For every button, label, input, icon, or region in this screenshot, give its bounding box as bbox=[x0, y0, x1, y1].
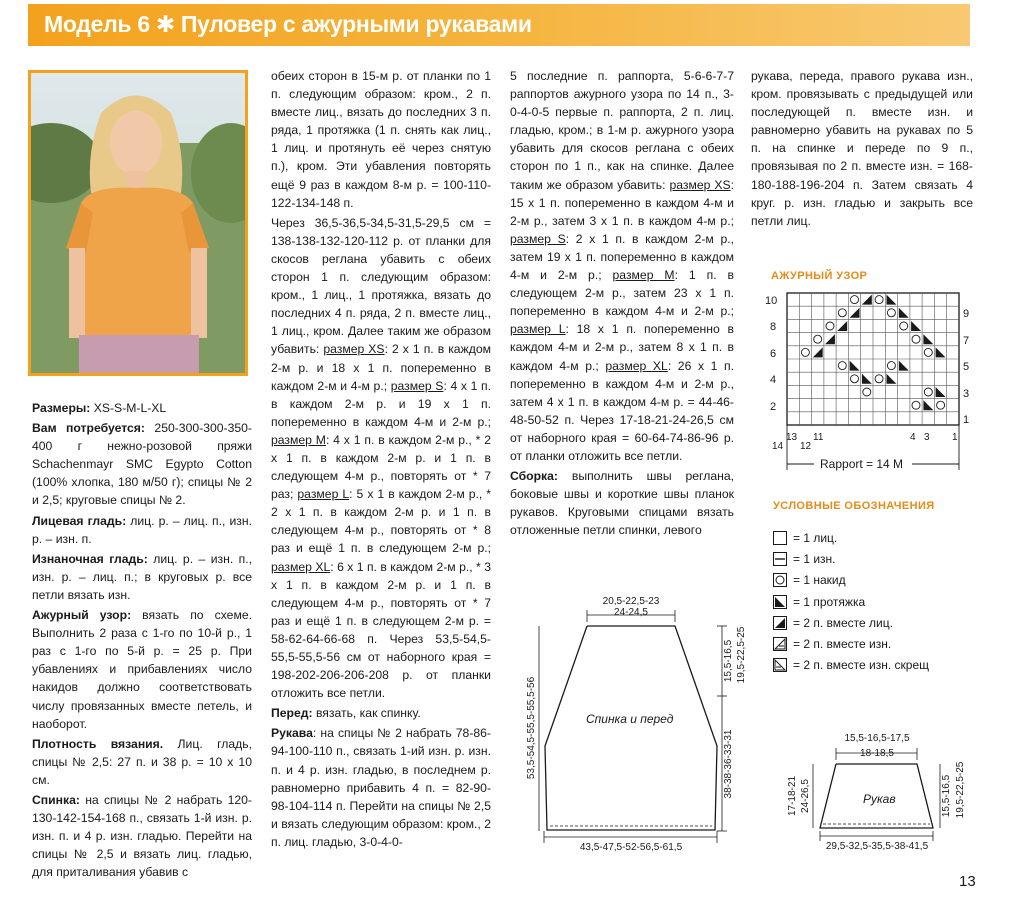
body-right-height-mid: 38-38-36-33-31 bbox=[723, 729, 734, 799]
body-right-height-top: 15,5-16,5 bbox=[723, 639, 734, 683]
text-column-3 bbox=[510, 67, 734, 539]
legend-item: = 1 лиц. bbox=[773, 527, 929, 548]
svg-text:4: 4 bbox=[910, 432, 916, 443]
materials-paragraph: Вам потребуется: 250-300-300-350-400 г нежно-розовой пряжи Schachenmayr SMC Egypto Cotton (100% хлопка, 180 м/50 г); спицы № 2 и 2,5; круговые спицы № 2. bbox=[32, 421, 252, 508]
svg-text:14: 14 bbox=[772, 441, 784, 452]
rapport-label: Rapport = 14 M bbox=[820, 457, 904, 471]
chart-row-numbers-right bbox=[963, 308, 969, 426]
body-label: Спинка и перед bbox=[586, 712, 674, 726]
slip-decrease-symbol-icon bbox=[773, 595, 787, 609]
front-paragraph: Перед: вязать, как спинку. bbox=[271, 706, 421, 721]
legend-item: = 1 накид bbox=[773, 570, 929, 591]
legend-title: УСЛОВНЫЕ ОБОЗНАЧЕНИЯ bbox=[773, 500, 935, 512]
body-schematic bbox=[520, 588, 760, 858]
sleeve-right-height: 15,5-16,5 bbox=[941, 774, 952, 818]
chart-column-numbers bbox=[772, 432, 958, 452]
chart-grid bbox=[787, 293, 959, 425]
back-paragraph: Спинка: на спицы № 2 набрать 120-130-142-154-168 п., связать 1-й изн. р. изн. п. и 4 р. изн. гладью. Перейти на спицы № 2,5 и вязать лиц. гладью, для приталивания убавив с bbox=[32, 792, 252, 880]
sleeve-raglan-paragraph: 5 последние п. раппорта, 5-6-6-7-7 раппортов ажурного узора по 14 п., 3-0-4-0-5 первые п. раппорта, 2 п. лиц. гладью, кром.; в 1-м р. ажурного узора убавить для скосов реглана с обеих сторон по 1 п., как на спинке. Далее таким же образом убавить: размер XS: 15 x 1 п. попеременно в каждом 4-м и 2-м р., затем 3 x 1 п. в каждом 4-м р.; размер S: 2 x 1 п. в каждом 2-м р., затем 19 x 1 п. попеременно в каждом 4-м и 2-м р.; размер M: 1 п. в следующем 2-м р., затем 23 x 1 п. попеременно в каждом 4-м и 2-м р.; размер L: 18 x 1 п. попеременно в каждом 4-м и 2-м р., затем 8 x 1 п. в каждом 4-м р.; размер XL: 26 x 1 п. попеременно в каждом 4-м и 2-м р., затем 4 x 1 п. в каждом 4-м р. = 44-46-48-50-52 п. Через 17-18-21-24-26,5 см от наборного края = 60-64-74-86-96 р. от планки отложить все петли. bbox=[510, 69, 735, 463]
legend-item: = 2 п. вместе лиц. bbox=[773, 612, 929, 633]
svg-text:1: 1 bbox=[963, 414, 970, 426]
body-dimension-lines bbox=[539, 610, 727, 843]
sleeve-label: Рукав bbox=[863, 792, 896, 806]
svg-text:3: 3 bbox=[963, 388, 970, 400]
svg-text:5: 5 bbox=[963, 361, 970, 373]
sleeves-paragraph: Рукава: на спицы № 2 набрать 78-86-94-100-110 п., связать 1-ий изн. р. изн. п. и 4 р. изн. гладью, в последнем р. равномерно прибавить 4 п. = 82-90-98-104-114 п. Перейти на спицы № 2,5 и вязать следующим образом: кром., 2 п. лиц. гладью, 3-0-4-0- bbox=[271, 726, 491, 849]
k2tog-symbol-icon bbox=[773, 616, 787, 630]
text-column-4 bbox=[751, 67, 973, 230]
body-bottom-width: 43,5-47,5-52-56,5-61,5 bbox=[579, 842, 683, 853]
lace-chart bbox=[762, 288, 972, 473]
svg-text:9: 9 bbox=[963, 308, 970, 320]
finishing-paragraph: рукава, переда, правого рукава изн., кром. провязывать с предыдущей или последующей п. вместе изн. и равномерно убавить на рукавах по 5 п. на спинке и переде по 9 п., провязывая по 2 п. вместе изн. = 168-180-188-196-204 п. Затем связать 4 круг. р. изн. гладью и закрыть все петли лиц. bbox=[751, 69, 973, 228]
text-column-2 bbox=[271, 67, 491, 851]
svg-text:4: 4 bbox=[770, 374, 777, 386]
sleeve-right-height-2: 19,5-22,5-25 bbox=[955, 761, 966, 819]
chart-row-numbers-left bbox=[765, 295, 777, 413]
body-right-height-top-2: 19,5-22,5-25 bbox=[736, 626, 747, 684]
svg-text:11: 11 bbox=[813, 432, 824, 443]
svg-text:2: 2 bbox=[770, 401, 777, 413]
svg-text:6: 6 bbox=[770, 348, 777, 360]
svg-text:10: 10 bbox=[765, 295, 778, 307]
star-icon: ✱ bbox=[155, 11, 175, 37]
body-outline bbox=[545, 626, 717, 830]
model-photo bbox=[28, 70, 248, 376]
back-decrease-paragraph: обеих сторон в 15-м р. от планки по 1 п. следующим образом: кром., 2 п. вместе лиц., вязать до последних 3 п. ряда, 1 протяжка (1 п. снять как лиц., 1 лиц. и протянуть её через снятую п.), кром. Эти убавления повторять ещё 9 раз в каждом 8-м р. = 100-110-122-134-148 п. bbox=[271, 69, 491, 210]
body-top-width-2: 24-24,5 bbox=[614, 607, 648, 618]
page-number: 13 bbox=[959, 873, 976, 890]
body-left-height: 53,5-54,5-55,5-55,5-56 bbox=[526, 676, 537, 780]
model-title: Пуловер с ажурными рукавами bbox=[180, 11, 532, 37]
raglan-paragraph: Через 36,5-36,5-34,5-31,5-29,5 см = 138-138-132-120-112 р. от планки для скосов реглана убавить с обеих сторон 1 п. следующим образом: кром., 1 лиц., 1 протяжка, вязать до последних 4 п. ряда, 2 п. вместе лиц., 1 лиц., кром. Далее таким же образом убавить: размер XS: 2 x 1 п. в каждом 2-м р. и 18 x 1 п. попеременно в каждом 2-м и 4-м р.; размер S: 4 x 1 п. в каждом 2-м р. и 19 x 1 п. попеременно в каждом 4-м и 2-м р.; размер M: 4 x 1 п. в каждом 2-м р., * 2 x 1 п. в каждом 2-м р. и 1 п. в следующем 4-м р., повторять от * 7 раз; размер L: 5 x 1 в каждом 2-м р., * 2 x 1 п. в каждом 2-м р. и 1 п. в следующем 4-м р., повторять от * 8 раз и ещё 1 п. в следующем 2-м р.; размер XL: 6 x 1 п. в каждом 2-м р., * 3 x 1 п. в каждом 2-м р. и 1 п. в следующем 4-м р., повторять от * 7 раз и ещё 1 п. в следующем 2-м р. = 58-62-64-66-68 п. Через 53,5-54,5-55,5-55,5-56 см от наборного края = 198-202-206-206-208 р. от планки отложить все петли. bbox=[271, 215, 491, 701]
p2tog-tbl-symbol-icon bbox=[773, 658, 787, 672]
svg-text:13: 13 bbox=[786, 432, 798, 443]
legend-item: = 2 п. вместе изн. скрещ bbox=[773, 655, 929, 676]
model-number: Модель 6 bbox=[44, 11, 150, 37]
sleeve-top-width: 15,5-16,5-17,5 bbox=[844, 733, 910, 744]
legend-item: = 1 протяжка bbox=[773, 591, 929, 612]
sizes-paragraph: Размеры: XS-S-M-L-XL bbox=[32, 401, 167, 415]
svg-text:8: 8 bbox=[770, 321, 777, 333]
sleeve-top-width-2: 18-18,5 bbox=[860, 748, 894, 759]
sleeve-bottom-width: 29,5-32,5-35,5-38-41,5 bbox=[825, 841, 929, 852]
svg-text:12: 12 bbox=[800, 441, 812, 452]
knit-symbol-icon bbox=[773, 531, 787, 545]
yarn-over-symbol-icon bbox=[773, 573, 787, 587]
stockinette-paragraph: Лицевая гладь: лиц. р. – лиц. п., изн. р. – изн. п. bbox=[32, 513, 252, 546]
lace-chart-title: АЖУРНЫЙ УЗОР bbox=[771, 270, 868, 282]
p2tog-symbol-icon bbox=[773, 637, 787, 651]
legend-item: = 2 п. вместе изн. bbox=[773, 633, 929, 654]
sleeve-schematic bbox=[783, 728, 978, 853]
legend bbox=[773, 527, 929, 676]
svg-text:1: 1 bbox=[952, 432, 958, 443]
model-photo-illustration bbox=[31, 73, 245, 373]
purl-symbol-icon bbox=[773, 552, 787, 566]
text-column-1 bbox=[32, 399, 252, 881]
sleeve-left-height: 17-18-21 bbox=[787, 775, 798, 817]
page-title bbox=[44, 11, 532, 38]
sleeve-left-height-2: 24-26,5 bbox=[800, 779, 811, 813]
svg-text:3: 3 bbox=[924, 432, 930, 443]
gauge-paragraph: Плотность вязания. Лиц. гладь, спицы № 2,5: 27 п. и 38 р. = 10 x 10 см. bbox=[32, 736, 252, 787]
svg-text:7: 7 bbox=[963, 335, 970, 347]
assembly-paragraph: Сборка: выполнить швы реглана, боковые швы и короткие швы планок рукавов. Круговыми спицами вязать отложенные петли спинки, левого bbox=[510, 469, 734, 538]
legend-item: = 1 изн. bbox=[773, 548, 929, 569]
reverse-stockinette-paragraph: Изнаночная гладь: лиц. р. – изн. п., изн. р. – лиц. п.; в круговых р. все петли вязать изн. bbox=[32, 551, 252, 602]
body-top-width: 20,5-22,5-23 bbox=[602, 596, 660, 607]
lace-pattern-paragraph: Ажурный узор: вязать по схеме. Выполнить 2 раза с 1-го по 10-й р., 1 раз с 1-го по 5-й р. = 25 р. При убавлениях и прибавлениях число накидов должно соответствовать числу провязанных вместе петель, и наоборот. bbox=[32, 608, 252, 731]
